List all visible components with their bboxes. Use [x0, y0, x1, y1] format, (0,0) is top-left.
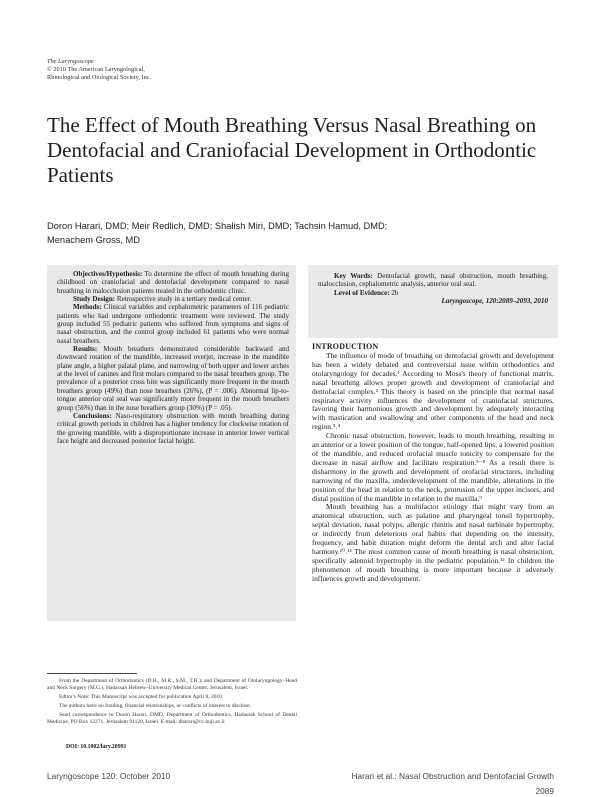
evidence-label: Level of Evidence:: [334, 288, 390, 297]
footer-journal-issue: Laryngoscope 120: October 2010: [47, 771, 171, 781]
level-of-evidence: [318, 289, 548, 297]
journal-header: [47, 58, 307, 82]
abstract-design: [57, 295, 289, 303]
copyright-line: © 2010 The American Laryngological,: [47, 66, 145, 73]
author-list: [47, 219, 567, 247]
keywords-label: Key Words:: [334, 272, 373, 280]
results-label: Results:: [73, 345, 98, 354]
keywords-block: [318, 272, 548, 305]
abstract-methods: [57, 303, 289, 345]
evidence-text: 2b: [389, 288, 399, 297]
footnote-correspondence: Send correspondence to Doron Harari, DMD, Department of Orthodontics, Hadassah School of Dental Medicine, PO Box 12271, Jerusalem 91120, Israel. E-mail: dharari@cc.huji.ac.il: [47, 711, 297, 725]
abstract-conclusions: [57, 412, 289, 445]
objectives-label: Objectives/Hypothesis:: [73, 270, 143, 278]
objectives-text: To determine the effect of mouth breathing during childhood on craniofacial and dentofacial development compared to nasal breathing in malocclusion patients treated in the orthodontic clinic.: [57, 270, 289, 295]
abstract-results: [57, 345, 289, 412]
methods-text: Clinical variables and cephalometric parameters of 116 pediatric patients who had undergone orthodontic treatment were reviewed. The study group included 55 pediatric patients who suffered from symptoms and signs of nasal obstruction, and the control group included 61 patients who were normal nasal breathers.: [57, 303, 289, 345]
authors-line-2: Menachem Gross, MD: [47, 235, 140, 245]
footnotes: [47, 678, 297, 728]
authors-line-1: Doron Harari, DMD; Meir Redlich, DMD; Shalish Miri, DMD; Tachsin Hamud, DMD;: [47, 221, 388, 231]
footnote-affiliation: From the Department of Orthodontics (D.H., M.R., S.M., T.H.); and Department of Otolaryngology–Head and Neck Surgery (M.G.), Hadassah Hebrew–University Medical Center, Jerusalem, Israel.: [47, 678, 297, 692]
intro-paragraph: The influence of mode of breathing on dentofacial growth and development has been a widely debated and controversial issue within orthodontics and otolaryngology for decades.¹ According to Moss's theory of functional matrix, nasal breathing allows proper growth and development of craniofacial and dentofacial complex.² This theory is based on the principle that normal nasal respiratory activity influences the development of craniofacial structures, favoring their harmonious growth and development by adequately interacting with mastication and swallowing and other components of the head and neck region.³˒⁴: [312, 351, 554, 432]
citation-journal: Laryngoscope: [441, 297, 483, 306]
methods-label: Methods:: [73, 303, 102, 312]
footer-running-title: Harari et al.: Nasal Obstruction and Dentofacial Growth: [351, 771, 554, 781]
abstract: [57, 270, 289, 445]
design-label: Study Design:: [73, 295, 116, 304]
introduction-body: [312, 352, 554, 584]
keywords-text: Dentofacial growth, nasal obstruction, mouth breathing, malocclusion, cephalometric analysis, anterior oral seal.: [318, 272, 548, 289]
journal-name: The Laryngoscope: [47, 58, 94, 65]
design-text: Retrospective study in a tertiary medical center.: [115, 295, 252, 304]
footnote-editor-note: Editor's Note: This Manuscript was accepted for publication April 8, 2010.: [59, 693, 224, 700]
page-number: 2089: [535, 786, 554, 796]
introduction-heading: INTRODUCTION: [312, 342, 379, 351]
conclusions-text: Naso-respiratory obstruction with mouth breathing during critical growth periods in children has a higher tendency for clockwise rotation of the growing mandible, with a disproportionate increase in anterior lower vertical face height and decreased posterior facial height.: [57, 411, 289, 445]
keywords: [318, 272, 548, 289]
article-title: The Effect of Mouth Breathing Versus Nasal Breathing on Dentofacial and Craniofacial Development in Orthodontic Patients: [47, 113, 537, 187]
doi: DOI: 10.1002/lary.20991: [66, 744, 127, 750]
citation-rest: , 120:2089–2093, 2010: [482, 297, 548, 306]
results-text: Mouth breathers demonstrated considerable backward and downward rotation of the mandible, increased overjet, increase in the mandible plane angle, a higher palatal plane, and narrowing of both upper and lower arches at the level of canines and first molars compared to the nasal breathers group. The prevalence of a posterior cross bite was significantly more frequent in the mouth breathers group (49%) than nose breathers (26%), (P = .006). Abnormal lip-to-tongue anterior oral seal was significantly more frequent in the mouth breathers group (56%) than in the nose breathers group (30%) (P = .05).: [57, 345, 289, 412]
society-line: Rhinological and Otological Society, Inc.: [47, 74, 152, 81]
footnote-funding: The authors have no funding, financial relationships, or conflicts of interest to disclose.: [59, 702, 251, 709]
intro-paragraph: Mouth breathing has a multifactor etiology that might vary from an anatomical obstruction, such as palatine and pharyngeal tonsil hypertrophy, septal deviation, nasal polyps, allergic rhinitis and nasal turbinate hypertrophy, or indirectly from deleterious oral habits that depending on the intensity, frequency, and habit duration might deform the dental arch and alter facial harmony.¹⁰˒¹¹ The most common cause of mouth breathing is nasal obstruction, specifically adenoid hypertrophy in the pediatric population.¹² In children the phenomenon of mouth breathing is more important because it adversely influences growth and development.: [312, 502, 554, 583]
footnote-divider: [47, 673, 137, 674]
intro-paragraph: Chronic nasal obstruction, however, leads to mouth breathing, resulting in an anterior or a lower position of the tongue, half-opened lips, a lowered position of the mandible, and reduced orofacial muscle tonicity to compensate for the decrease in nasal airflow and facilitate respiration.⁵⁻⁸ As a result there is disharmony in the growth and development of orofacial structures, including narrowing of the maxilla, underdevelopment of the mandible, alterations in the position of the head in relation to the neck, protrusion of the upper incisors, and distal position of the mandible in relation to the maxilla.⁹: [312, 431, 554, 503]
abstract-objectives: [57, 270, 289, 295]
citation: [318, 297, 548, 305]
conclusions-label: Conclusions:: [73, 411, 112, 420]
